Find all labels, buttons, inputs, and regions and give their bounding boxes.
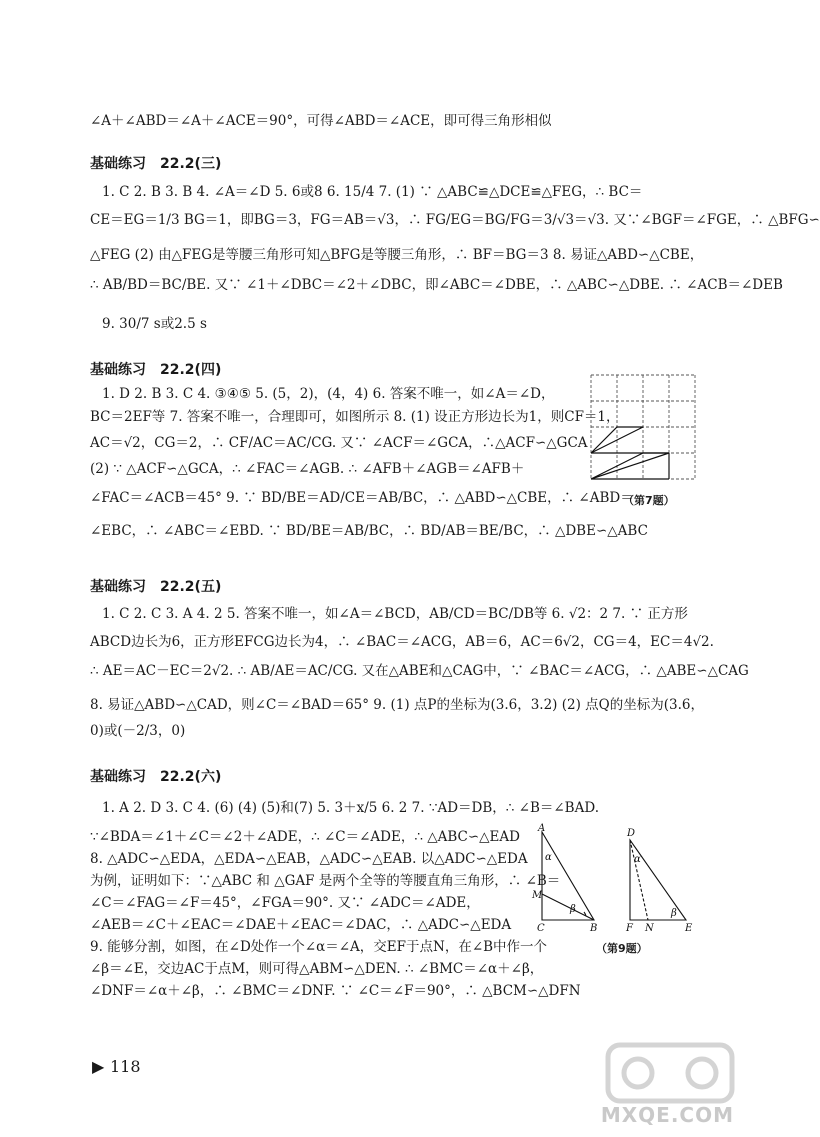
answer-line: BC＝2EF等 7. 答案不唯一，合理即可，如图所示 8. (1) 设正方形边长为1，则CF＝1， [90,409,620,425]
answer-line: 1. C 2. C 3. A 4. 2 5. 答案不唯一，如∠A＝∠BCD，AB/CD＝BC/DB等 6. √2：2 7. ∵ 正方形 [102,606,688,622]
grid-figure [588,372,698,484]
section-heading [90,153,221,173]
answer-line: ∵∠BDA＝∠1＋∠C＝∠2＋∠ADE，∴ ∠C＝∠ADE，∴ △ABC∽△EAD [90,829,520,845]
answer-line: 9. 能够分割，如图，在∠D处作一个∠α＝∠A，交EF于点N，在∠B中作一个 [90,939,548,955]
triangles-figure [528,822,718,934]
answer-line: ∠DNF＝∠α＋∠β，∴ ∠BMC＝∠DNF. ∵ ∠C＝∠F＝90°，∴ △BCM∽△DFN [90,983,581,999]
answer-line: 1. D 2. B 3. C 4. ③④⑤ 5. (5，2)，(4，4) 6. 答案不唯一，如∠A＝∠D， [102,386,555,402]
fig-label: α [634,854,641,865]
fig-label: E [685,923,693,934]
answer-line: ABCD边长为6，正方形EFCG边长为4，∴ ∠BAC＝∠ACG，AB＝6，AC＝6√2，CG＝4，EC＝4√2. [90,634,714,650]
answer-line: △FEG (2) 由△FEG是等腰三角形可知△BFG是等腰三角形，∴ BF＝BG＝3 8. 易证△ABD∽△CBE， [90,247,704,263]
section-number: 22.2(三) [160,156,222,172]
answer-line: ∠AEB＝∠C＋∠EAC＝∠DAE＋∠EAC＝∠DAC，∴ △ADC∽△EDA [90,917,512,933]
fig-label: α [545,852,552,863]
fig-label: β [570,904,576,915]
fig-label: F [626,923,633,934]
section-number: 22.2(四) [160,362,222,378]
answer-line: 9. 30/7 s或2.5 s [102,316,207,332]
section-title: 基础练习 [90,156,146,172]
answer-line: 为例，证明如下：∵△ABC 和 △GAF 是两个全等的等腰直角三角形，∴ ∠B＝ [90,873,561,889]
fig-label: D [627,828,636,839]
answer-line: 0)或(－2/3，0) [90,723,186,739]
answer-line: ∠β＝∠E，交边AC于点M，则可得△ABM∽△DEN. ∴ ∠BMC＝∠α＋∠β， [90,961,544,977]
fig-label: β [671,908,677,919]
fig-label: C [537,923,545,934]
fig-label: A [538,823,546,834]
page-number: 118 [110,1057,141,1076]
answer-line: CE＝EG＝1/3 BG＝1，即BG＝3，FG＝AB＝√3，∴ FG/EG＝BG/FG＝3/√3＝√3. 又∵∠BGF＝∠FGE，∴ △BFG∽ [90,212,820,228]
section-title: 基础练习 [90,769,146,785]
section-heading [90,766,221,786]
answer-line: 1. C 2. B 3. B 4. ∠A＝∠D 5. 6或8 6. 15/4 7. (1) ∵ △ABC≌△DCE≌△FEG，∴ BC＝ [102,184,643,200]
answer-line: 8. △ADC∽△EDA，△EDA∽△EAB，△ADC∽△EAB. 以△ADC∽△EDA [90,851,528,867]
answer-line: 1. A 2. D 3. C 4. (6) (4) (5)和(7) 5. 3＋x/5 6. 2 7. ∵AD＝DB，∴ ∠B＝∠BAD. [102,800,599,816]
fig-label: N [645,923,654,934]
answer-line: ∴ AE＝AC－EC＝2√2. ∴ AB/AE＝AC/CG. 又在△ABE和△CAG中，∵ ∠BAC＝∠ACG，∴ △ABE∽△CAG [90,663,749,679]
answer-line: ∴ AB/BD＝BC/BE. 又∵ ∠1＋∠DBC＝∠2＋∠DBC，即∠ABC＝∠DBE，∴ △ABC∽△DBE. ∴ ∠ACB＝∠DEB [90,277,783,293]
figure-caption: （第7题） [623,494,675,507]
section-heading [90,576,221,596]
fig-label: B [590,923,598,934]
section-number: 22.2(五) [160,579,222,595]
page-arrow-icon: ▶ [92,1057,105,1076]
section-number: 22.2(六) [160,769,222,785]
answer-line: AC＝√2，CG＝2，∴ CF/AC＝AC/CG. 又∵ ∠ACF＝∠GCA，∴△ACF∽△GCA [90,435,588,451]
answer-line: ∠C＝∠FAG＝∠F＝45°，∠FGA＝90°. 又∵ ∠ADC＝∠ADE， [90,895,480,911]
fig-label: M [532,890,543,901]
top-line: ∠A＋∠ABD＝∠A＋∠ACE＝90°，可得∠ABD＝∠ACE，即可得三角形相似 [90,113,552,129]
figure-caption: （第9题） [596,942,648,955]
answer-line: (2) ∵ △ACF∽△GCA，∴ ∠FAC＝∠AGB. ∴ ∠AFB＋∠AGB＝∠AFB＋ [90,461,525,477]
section-title: 基础练习 [90,362,146,378]
answer-line: ∠FAC＝∠ACB＝45° 9. ∵ BD/BE＝AD/CE＝AB/BC，∴ △ABD∽△CBE，∴ ∠ABD＝ [90,490,634,506]
section-heading [90,359,221,379]
answer-line: 8. 易证△ABD∽△CAD，则∠C＝∠BAD＝65° 9. (1) 点P的坐标为(3.6，3.2) (2) 点Q的坐标为(3.6， [90,697,704,713]
answer-line: ∠EBC，∴ ∠ABC＝∠EBD. ∵ BD/BE＝AB/BC，∴ BD/AB＝BE/BC，∴ △DBE∽△ABC [90,523,648,539]
watermark-url: MXQE.COM [600,1103,734,1127]
section-title: 基础练习 [90,579,146,595]
